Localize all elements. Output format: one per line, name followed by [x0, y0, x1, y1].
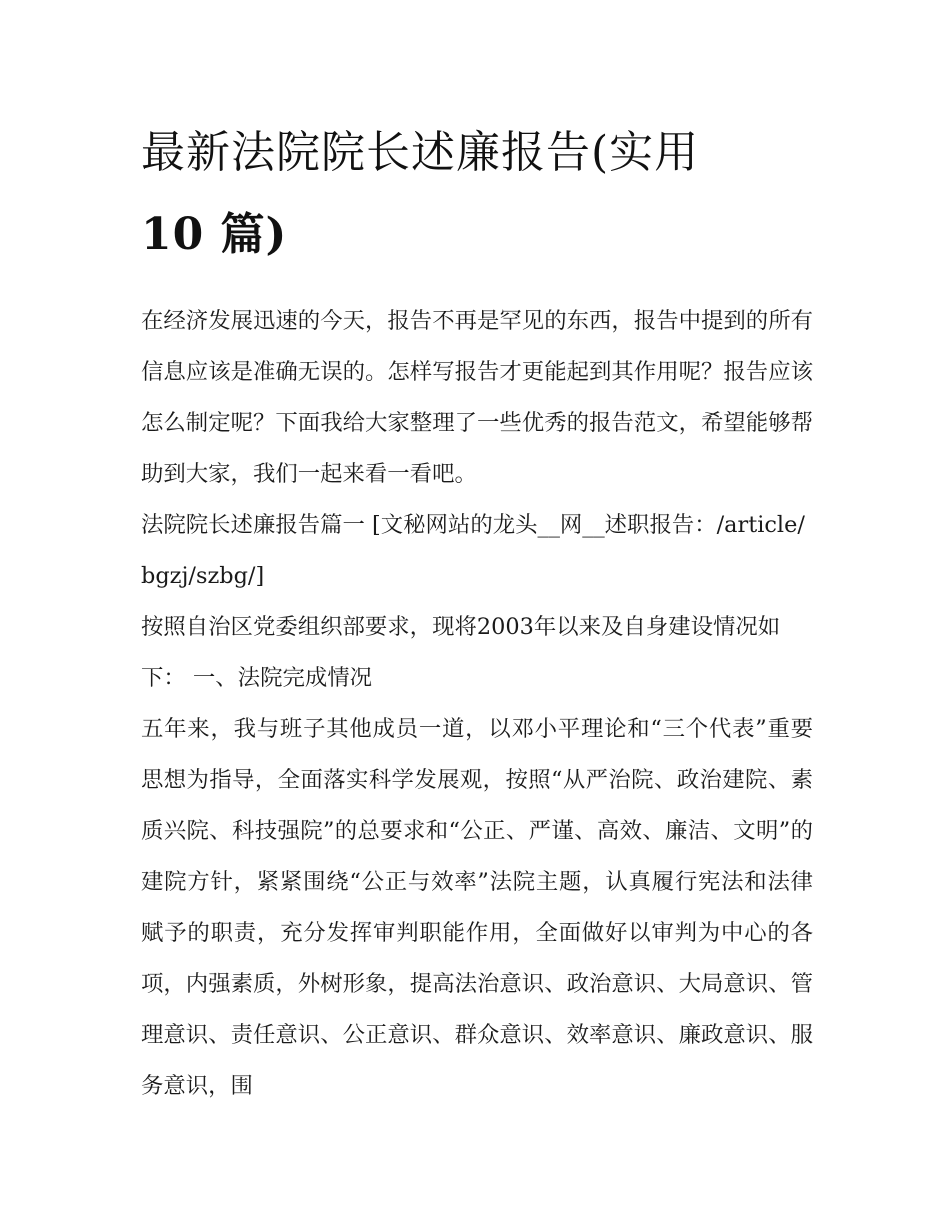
- section-heading: 法院院长述廉报告篇一 [文秘网站的龙头__网__述职报告：/article/bgzj/szbg/]: [141, 512, 805, 589]
- document-body: [141, 296, 813, 1112]
- report-body-paragraph: 五年来，我与班子其他成员一道，以邓小平理论和“三个代表”重要思想为指导，全面落实科学发展观，按照“从严治院、政治建院、素质兴院、科技强院”的总要求和“公正、严谨、高效、廉洁、文明”的建院方针，紧紧围绕“公正与效率”法院主题，认真履行宪法和法律赋予的职责，充分发挥审判职能作用，全面做好以审判为中心的各项，内强素质，外树形象，提高法治意识、政治意识、大局意识、管理意识、责任意识、公正意识、群众意识、效率意识、廉政意识、服务意识，围: [141, 716, 813, 1099]
- title-line-2: 10 篇): [141, 209, 288, 260]
- document-page: [141, 112, 813, 1112]
- document-title: [141, 112, 813, 276]
- intro-paragraph: 在经济发展迅速的今天，报告不再是罕见的东西，报告中提到的所有信息应该是准确无误的。怎样写报告才更能起到其作用呢？报告应该怎么制定呢？下面我给大家整理了一些优秀的报告范文，希望能够帮助到大家，我们一起来看一看吧。: [141, 308, 813, 487]
- title-line-1: 最新法院院长述廉报告(实用: [141, 127, 700, 178]
- report-opening-paragraph: 按照自治区党委组织部要求，现将2003年以来及自身建设情况如下： 一、法院完成情况: [141, 614, 781, 691]
